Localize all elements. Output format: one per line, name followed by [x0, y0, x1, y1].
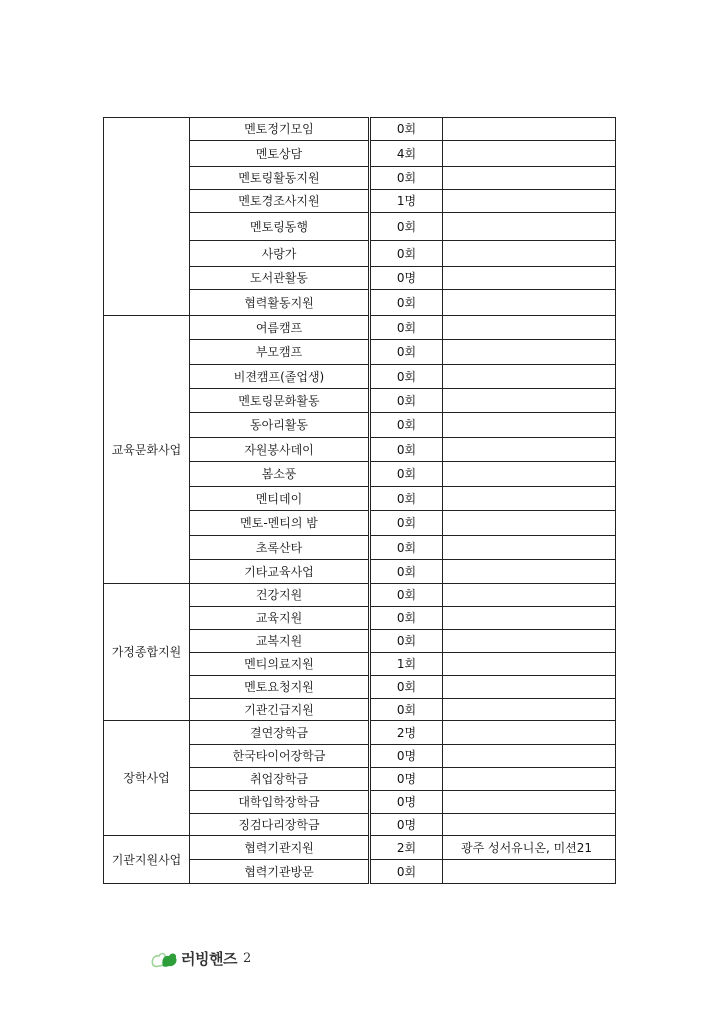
count-cell: 0회 [370, 560, 443, 584]
item-cell: 멘토상담 [190, 141, 370, 167]
table-row [104, 836, 616, 860]
page-footer [150, 946, 251, 970]
category-cell: 장학사업 [104, 721, 190, 836]
item-cell: 멘토링동행 [190, 213, 370, 241]
note-cell [443, 438, 616, 462]
count-cell: 0명 [370, 814, 443, 836]
note-cell [443, 814, 616, 836]
note-cell [443, 768, 616, 791]
note-cell [443, 676, 616, 699]
item-cell: 멘토경조사지원 [190, 190, 370, 213]
count-cell: 2회 [370, 836, 443, 860]
table-row [104, 118, 616, 141]
item-cell: 대학입학장학금 [190, 791, 370, 814]
count-cell: 1회 [370, 653, 443, 676]
note-cell [443, 584, 616, 607]
note-cell [443, 745, 616, 768]
item-cell: 결연장학금 [190, 721, 370, 745]
count-cell: 0회 [370, 699, 443, 721]
note-cell [443, 389, 616, 413]
item-cell: 협력활동지원 [190, 290, 370, 316]
note-cell [443, 118, 616, 141]
item-cell: 멘토링활동지원 [190, 167, 370, 190]
count-cell: 0회 [370, 389, 443, 413]
note-cell [443, 365, 616, 389]
count-cell: 0회 [370, 241, 443, 267]
count-cell: 0회 [370, 487, 443, 511]
logo-text: 러빙핸즈 [181, 949, 237, 968]
count-cell: 4회 [370, 141, 443, 167]
activity-table-body [104, 118, 616, 884]
activity-table [103, 117, 616, 884]
count-cell: 0회 [370, 413, 443, 438]
note-cell [443, 487, 616, 511]
count-cell: 0회 [370, 167, 443, 190]
note-cell [443, 560, 616, 584]
count-cell: 0회 [370, 438, 443, 462]
count-cell: 0회 [370, 290, 443, 316]
note-cell [443, 267, 616, 290]
count-cell: 0회 [370, 118, 443, 141]
count-cell: 0명 [370, 768, 443, 791]
item-cell: 멘티의료지원 [190, 653, 370, 676]
table-row [104, 721, 616, 745]
count-cell: 0회 [370, 213, 443, 241]
note-cell [443, 167, 616, 190]
item-cell: 교육지원 [190, 607, 370, 630]
note-cell [443, 290, 616, 316]
note-cell [443, 721, 616, 745]
count-cell: 0회 [370, 462, 443, 487]
item-cell: 동아리활동 [190, 413, 370, 438]
item-cell: 멘티데이 [190, 487, 370, 511]
count-cell: 0회 [370, 630, 443, 653]
item-cell: 건강지원 [190, 584, 370, 607]
category-cell: 교육문화사업 [104, 316, 190, 584]
count-cell: 0회 [370, 340, 443, 365]
count-cell: 0회 [370, 511, 443, 536]
note-cell [443, 413, 616, 438]
item-cell: 멘토링문화활동 [190, 389, 370, 413]
count-cell: 0명 [370, 267, 443, 290]
table-row [104, 316, 616, 340]
item-cell: 초록산타 [190, 536, 370, 560]
note-cell [443, 241, 616, 267]
note-cell [443, 511, 616, 536]
item-cell: 자원봉사데이 [190, 438, 370, 462]
item-cell: 협력기관지원 [190, 836, 370, 860]
category-cell: 기관지원사업 [104, 836, 190, 884]
item-cell: 기관긴급지원 [190, 699, 370, 721]
note-cell [443, 630, 616, 653]
note-cell [443, 316, 616, 340]
count-cell: 0회 [370, 536, 443, 560]
item-cell: 징검다리장학금 [190, 814, 370, 836]
item-cell: 부모캠프 [190, 340, 370, 365]
note-cell [443, 536, 616, 560]
count-cell: 0회 [370, 316, 443, 340]
count-cell: 0회 [370, 584, 443, 607]
note-cell [443, 340, 616, 365]
item-cell: 기타교육사업 [190, 560, 370, 584]
item-cell: 비젼캠프(졸업생) [190, 365, 370, 389]
count-cell: 1명 [370, 190, 443, 213]
count-cell: 0회 [370, 607, 443, 630]
loving-hands-logo-icon [150, 947, 178, 969]
item-cell: 여름캠프 [190, 316, 370, 340]
count-cell: 0명 [370, 791, 443, 814]
item-cell: 한국타이어장학금 [190, 745, 370, 768]
item-cell: 도서관활동 [190, 267, 370, 290]
item-cell: 멘토정기모임 [190, 118, 370, 141]
category-cell: 가정종합지원 [104, 584, 190, 721]
item-cell: 멘토요청지원 [190, 676, 370, 699]
count-cell: 0회 [370, 676, 443, 699]
count-cell: 0명 [370, 745, 443, 768]
note-cell [443, 190, 616, 213]
note-cell [443, 462, 616, 487]
page-number: 2 [242, 950, 252, 966]
note-cell [443, 860, 616, 884]
category-cell [104, 118, 190, 316]
item-cell: 교복지원 [190, 630, 370, 653]
item-cell: 협력기관방문 [190, 860, 370, 884]
item-cell: 사랑가 [190, 241, 370, 267]
item-cell: 봄소풍 [190, 462, 370, 487]
note-cell [443, 653, 616, 676]
note-cell [443, 791, 616, 814]
count-cell: 0회 [370, 860, 443, 884]
note-cell: 광주 성서유니온, 미션21 [443, 836, 616, 860]
count-cell: 2명 [370, 721, 443, 745]
count-cell: 0회 [370, 365, 443, 389]
table-row [104, 584, 616, 607]
item-cell: 취업장학금 [190, 768, 370, 791]
note-cell [443, 607, 616, 630]
note-cell [443, 213, 616, 241]
note-cell [443, 141, 616, 167]
item-cell: 멘토-멘티의 밤 [190, 511, 370, 536]
note-cell [443, 699, 616, 721]
